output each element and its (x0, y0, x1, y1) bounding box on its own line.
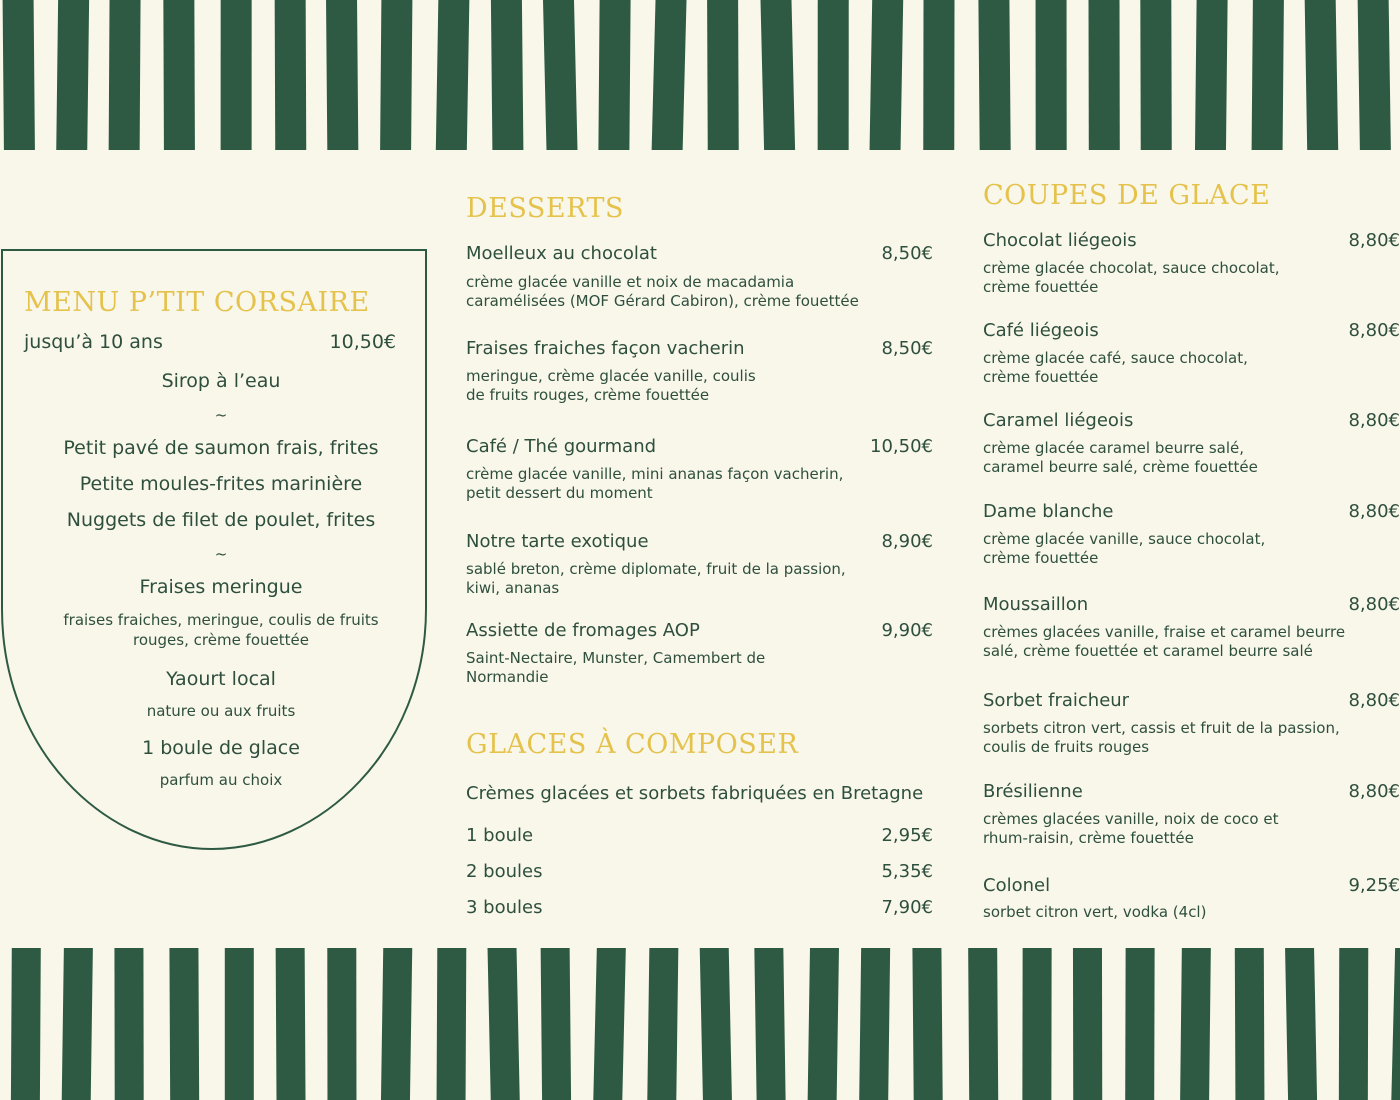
bottom-stripe-band (0, 948, 1400, 1100)
stripe (700, 948, 732, 1100)
stripe (1089, 0, 1120, 150)
coupe-name: Caramel liégeois (983, 410, 1134, 431)
kids-dessert-name: 1 boule de glace (142, 737, 300, 759)
coupe-name: Café liégeois (983, 320, 1099, 341)
dessert-name: Café / Thé gourmand (466, 436, 657, 457)
stripe (859, 948, 890, 1100)
stripe (1022, 948, 1051, 1100)
coupe-desc: sorbets citron vert, cassis et fruit de la passion, coulis de fruits rouges (983, 719, 1340, 756)
stripe (707, 0, 739, 150)
stripe (380, 0, 412, 150)
stripe (1339, 948, 1368, 1100)
dessert-price: 8,50€ (881, 338, 933, 359)
dessert-name: Notre tarte exotique (466, 531, 649, 552)
coupe-desc: crème glacée café, sauce chocolat, crème fouettée (983, 349, 1248, 386)
dessert-price: 8,50€ (881, 243, 933, 264)
dessert-desc: meringue, crème glacée vanille, coulis de fruits rouges, crème fouettée (466, 367, 756, 404)
scoop-option-name: 1 boule (466, 825, 534, 846)
dessert-name: Fraises fraiches façon vacherin (466, 338, 745, 359)
stripe (968, 948, 998, 1100)
stripe (754, 948, 785, 1100)
stripe (1358, 0, 1391, 150)
stripe (1235, 948, 1265, 1100)
kids-main: Nuggets de filet de poulet, frites (66, 509, 376, 531)
coupe-price: 8,80€ (1348, 230, 1400, 251)
stripe (1125, 948, 1154, 1100)
stripe (169, 948, 199, 1100)
stripe (543, 0, 577, 150)
kids-main: Petit pavé de saumon frais, frites (63, 437, 379, 459)
coupe-price: 8,80€ (1348, 320, 1400, 341)
stripe (593, 948, 626, 1100)
stripe-pattern-bottom (0, 948, 1400, 1100)
coupe-desc: sorbet citron vert, vodka (4cl) (983, 903, 1207, 921)
stripe (647, 948, 678, 1100)
coupe-desc: crèmes glacées vanille, noix de coco et rhum-raisin, crème fouettée (983, 810, 1279, 847)
kids-dessert-desc: nature ou aux fruits (146, 702, 296, 720)
stripe (1305, 0, 1339, 150)
coupe-desc: crème glacée caramel beurre salé, caramel beurre salé, crème fouettée (983, 439, 1258, 476)
dessert-name: Assiette de fromages AOP (466, 620, 700, 641)
stripe (56, 0, 89, 150)
scoop-option-name: 3 boules (466, 897, 543, 918)
coupe-price: 8,80€ (1348, 690, 1400, 711)
stripe (598, 0, 630, 150)
stripe (276, 948, 306, 1100)
glaces-subtitle: Crèmes glacées et sorbets fabriquées en Bretagne (466, 783, 924, 804)
stripe (978, 0, 1010, 150)
dessert-desc: Saint-Nectaire, Munster, Camembert de Normandie (466, 649, 766, 686)
dessert-desc: crème glacée vanille et noix de macadamia caramélisées (MOF Gérard Cabiron), crème fouettée (466, 273, 859, 310)
scoop-option-price: 5,35€ (881, 861, 933, 882)
stripe (923, 0, 954, 150)
stripe (163, 0, 195, 150)
stripe (760, 0, 795, 150)
stripe (62, 948, 93, 1100)
kids-menu-price: 10,50€ (329, 331, 396, 353)
dessert-price: 8,90€ (881, 531, 933, 552)
coupe-price: 9,25€ (1348, 875, 1400, 896)
stripe (326, 0, 358, 150)
stripe (870, 0, 904, 150)
stripe (1252, 0, 1284, 150)
stripe (488, 948, 520, 1100)
dessert-price: 9,90€ (881, 620, 933, 641)
kids-menu-title: MENU P’TIT CORSAIRE (24, 287, 370, 318)
kids-menu-panel (0, 249, 428, 851)
stripe (652, 0, 687, 150)
kids-main: Petite moules-frites marinière (79, 473, 363, 495)
coupe-price: 8,80€ (1348, 501, 1400, 522)
coupe-price: 8,80€ (1348, 594, 1400, 615)
stripe (818, 0, 849, 150)
kids-dessert-desc: parfum au choix (159, 771, 283, 789)
kids-dessert-desc: fraises fraiches, meringue, coulis de fruits rouges, crème fouettée (63, 611, 379, 649)
stripe (1285, 948, 1317, 1100)
coupe-desc: crèmes glacées vanille, fraise et caramel beurre salé, crème fouettée et caramel beurre salé (983, 623, 1346, 660)
dessert-name: Moelleux au chocolat (466, 243, 657, 264)
coupe-name: Moussaillon (983, 594, 1089, 615)
coupe-name: Brésilienne (983, 781, 1083, 802)
coupe-name: Colonel (983, 875, 1051, 896)
stripe (1195, 0, 1228, 150)
coupe-desc: crème glacée vanille, sauce chocolat, crème fouettée (983, 530, 1266, 567)
dessert-price: 10,50€ (870, 436, 933, 457)
kids-dessert-name: Fraises meringue (139, 576, 303, 598)
stripe (275, 0, 307, 150)
stripe (225, 948, 254, 1100)
stripe (11, 948, 41, 1100)
stripe (109, 0, 141, 150)
stripe (1140, 0, 1171, 150)
coupe-name: Dame blanche (983, 501, 1114, 522)
coupe-price: 8,80€ (1348, 410, 1400, 431)
stripe (1036, 0, 1067, 150)
stripe (808, 948, 839, 1100)
dessert-desc: crème glacée vanille, mini ananas façon vacherin, petit dessert du moment (466, 465, 844, 502)
stripe (912, 948, 942, 1100)
stripe-pattern-top (0, 0, 1400, 150)
stripe (3, 0, 35, 150)
stripe (327, 948, 356, 1100)
kids-drink: Sirop à l’eau (161, 370, 281, 392)
separator: ~ (214, 545, 228, 563)
stripe (221, 0, 252, 150)
stripe (381, 948, 412, 1100)
dessert-desc: sablé breton, crème diplomate, fruit de la passion, kiwi, ananas (466, 560, 846, 597)
stripe (541, 948, 571, 1100)
kids-dessert-name: Yaourt local (166, 668, 276, 690)
scoop-option-price: 2,95€ (881, 825, 933, 846)
kids-menu-age: jusqu’à 10 ans (24, 331, 163, 353)
stripe (1180, 948, 1211, 1100)
stripe (1391, 948, 1400, 1100)
coupe-name: Chocolat liégeois (983, 230, 1137, 251)
scoop-option-price: 7,90€ (881, 897, 933, 918)
top-stripe-band (0, 0, 1400, 150)
scoop-option-name: 2 boules (466, 861, 543, 882)
separator: ~ (214, 406, 228, 424)
stripe (1073, 948, 1102, 1100)
coupe-name: Sorbet fraicheur (983, 690, 1130, 711)
stripe (437, 948, 467, 1100)
desserts-title: DESSERTS (466, 193, 624, 224)
coupe-desc: crème glacée chocolat, sauce chocolat, crème fouettée (983, 259, 1280, 296)
coupe-price: 8,80€ (1348, 781, 1400, 802)
coupes-title: COUPES DE GLACE (983, 180, 1271, 211)
glaces-title: GLACES À COMPOSER (466, 729, 799, 760)
stripe (491, 0, 523, 150)
stripe (114, 948, 143, 1100)
stripe (436, 0, 470, 150)
